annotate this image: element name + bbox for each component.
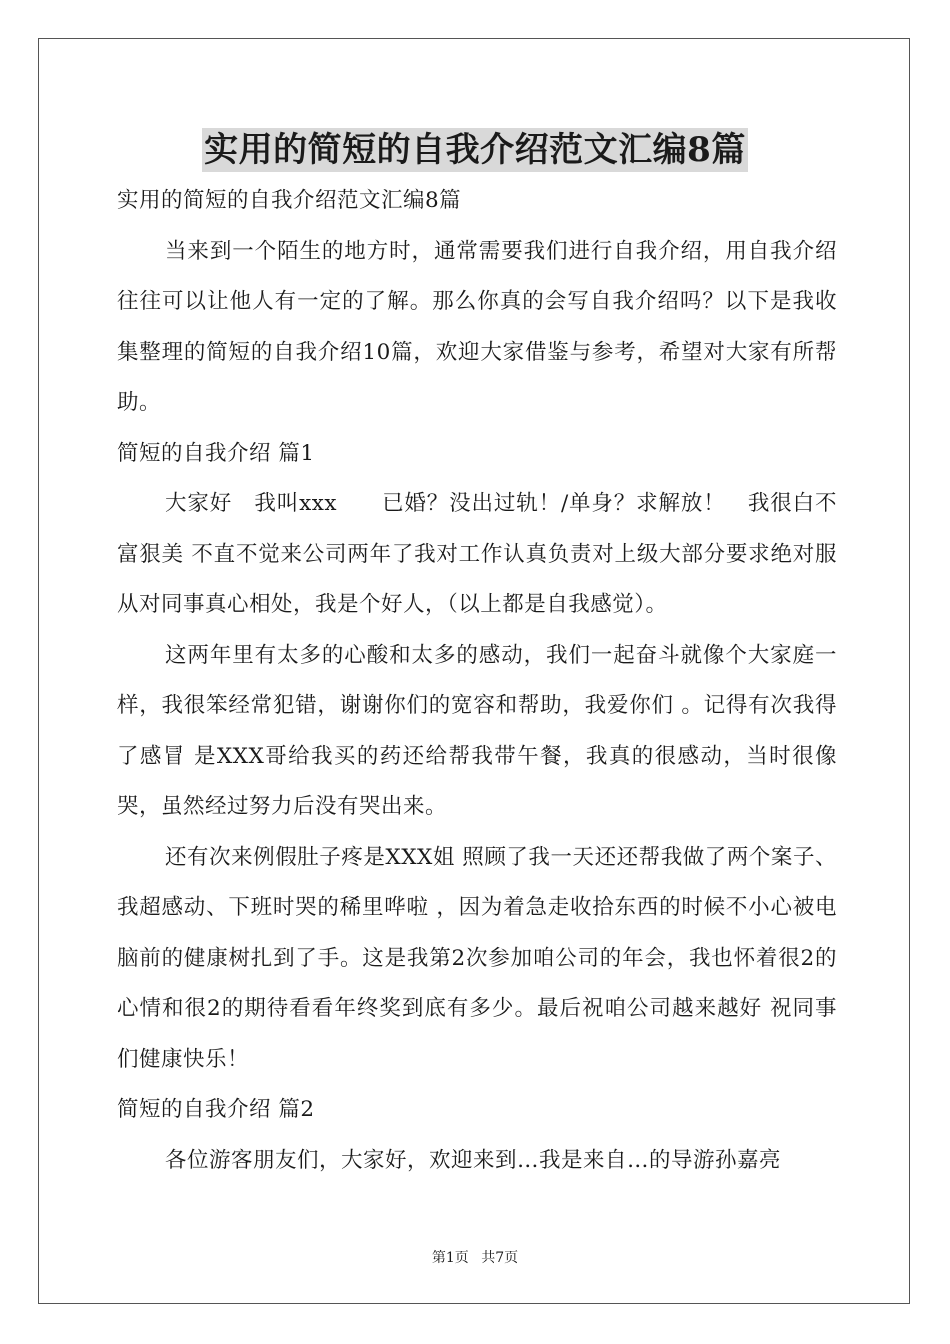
paragraph: 大家好 我叫xxx 已婚？没出过轨！/单身？求解放！ 我很白不富狠美 不直不觉来公司两年了我对工作认真负责对上级大部分要求绝对服从对同事真心相处，我是个好人，（以上都是自我感觉）。 [117, 491, 837, 617]
title-container [0, 128, 950, 172]
page-footer [0, 1247, 950, 1267]
section-heading-1: 简短的自我介绍 篇1 [117, 440, 315, 466]
subtitle: 实用的简短的自我介绍范文汇编8篇 [117, 188, 462, 213]
paragraph: 这两年里有太多的心酸和太多的感动，我们一起奋斗就像个大家庭一样，我很笨经常犯错，谢谢你们的宽容和帮助，我爱你们 。记得有次我得了感冒 是XXX哥给我买的药还给帮我带午餐，我真的很感动，当时很像哭，虽然经过努力后没有哭出来。 [117, 642, 837, 819]
intro-paragraph: 当来到一个陌生的地方时，通常需要我们进行自我介绍，用自我介绍往往可以让他人有一定的了解。那么你真的会写自我介绍吗？以下是我收集整理的简短的自我介绍10篇，欢迎大家借鉴与参考，希望对大家有所帮助。 [117, 238, 837, 415]
section-heading-2: 简短的自我介绍 篇2 [117, 1097, 315, 1122]
document-title: 实用的简短的自我介绍范文汇编8篇 [204, 130, 746, 170]
page-number: 第1页 [431, 1250, 469, 1266]
page-total: 共7页 [481, 1250, 519, 1266]
paragraph: 还有次来例假肚子疼是XXX姐 照顾了我一天还还帮我做了两个案子、我超感动、下班时哭的稀里哗啦 ，因为着急走收拾东西的时候不小心被电脑前的健康树扎到了手。这是我第2次参加咱公司的年会，我也怀着很2的心情和很2的期待看看年终奖到底有多少。最后祝咱公司越来越好 祝同事们健康快乐！ [117, 844, 837, 1072]
paragraph: 各位游客朋友们，大家好，欢迎来到…我是来自…的导游孙嘉亮 [165, 1147, 782, 1173]
document-body [117, 176, 837, 1186]
